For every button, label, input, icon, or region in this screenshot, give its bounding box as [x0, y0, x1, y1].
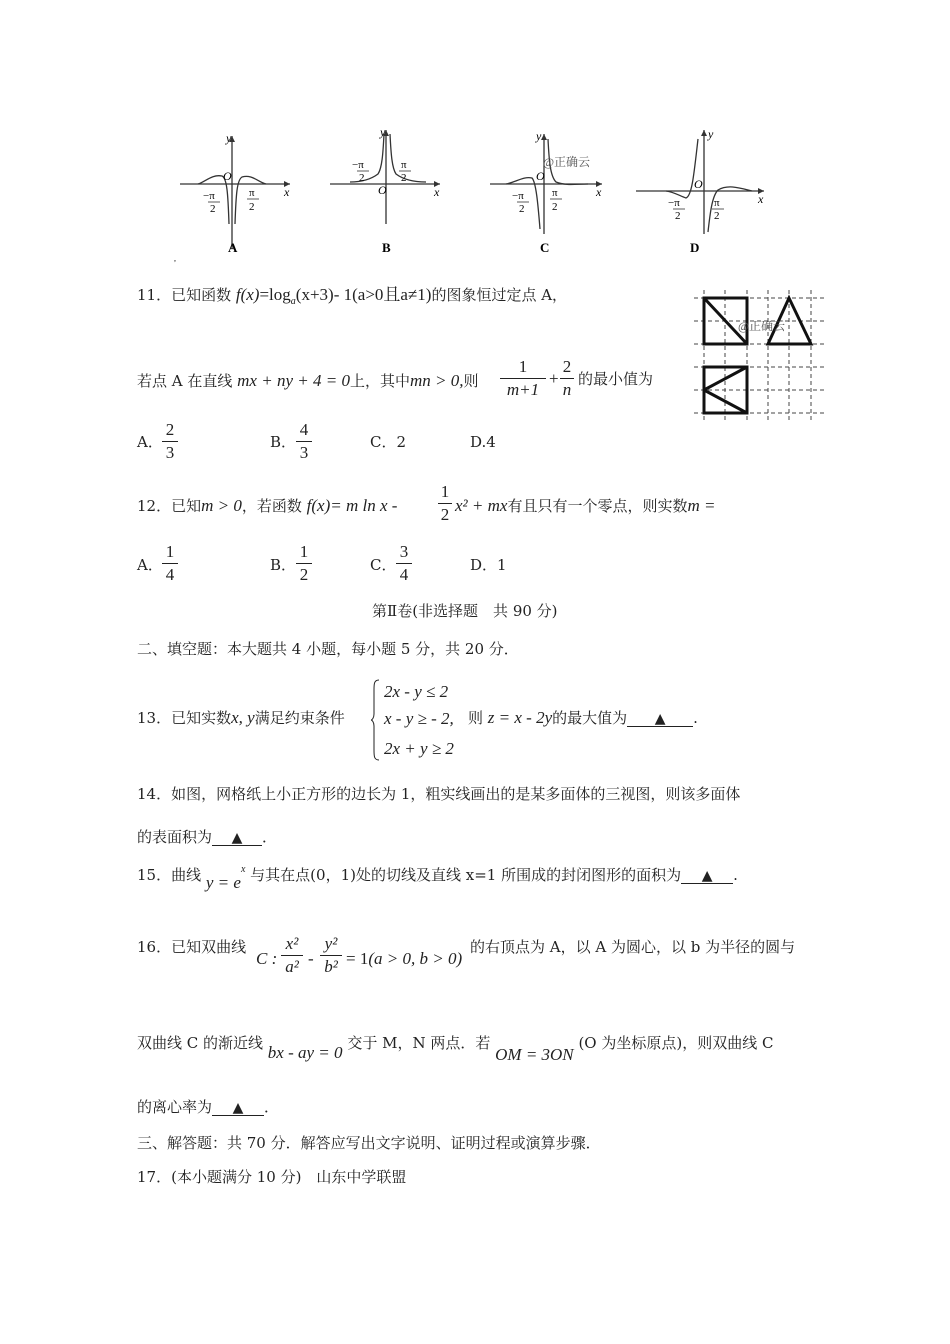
q11-frac2: 2 n [560, 357, 574, 400]
q11-option-d: D.4 [470, 433, 496, 451]
origin-label-d: O [694, 177, 703, 191]
q14-line2: 的表面积为 ▲ ． [137, 828, 278, 846]
q11-option-c: C．2 [370, 433, 407, 451]
q12-half: 1 2 [438, 482, 452, 525]
graph-b [330, 125, 440, 255]
x-axis-label-b: x [434, 185, 440, 199]
q14-line1: 14．如图，网格纸上小正方形的边长为 1，粗实线画出的是某多面体的三视图，则该多面体 [137, 785, 741, 803]
graph-d [636, 127, 764, 255]
solve-heading: 三、解答题：共 70 分．解答应写出文字说明、证明过程或演算步骤． [137, 1134, 601, 1152]
q11-line1: 11．已知函数 $f(x)=\log_a(x+3)-$ 1(a>0且a≠1)的图象恒过定点 A， [137, 285, 568, 307]
q13-blank: ▲ [627, 712, 693, 727]
q12-option-a: A． [137, 556, 163, 574]
q13-pre: 13．已知实数x, y满足约束条件 [137, 708, 345, 727]
graph-a [174, 131, 290, 263]
q16-blank: ▲ [212, 1101, 264, 1116]
tick-pi-b: π [401, 159, 407, 171]
y-axis-label-d: y [708, 127, 714, 141]
tick-neg-pi-c: −π [512, 190, 524, 202]
q12-option-d: D．1 [470, 556, 507, 574]
q16-frac-x: x² a² [281, 934, 303, 977]
section2-title: 第Ⅱ卷(非选择题 共 90 分) [372, 602, 558, 620]
y-axis-label-c: y [536, 129, 542, 143]
graph-label-c: C [540, 240, 550, 255]
watermark-figure: @正确云 [738, 319, 786, 333]
y-axis-label-a: y [226, 131, 232, 145]
q16-line3: 的离心率为 ▲ ． [137, 1098, 280, 1116]
function-graphs [170, 124, 790, 264]
q13-c2: x - y ≥ - 2, [384, 709, 454, 728]
svg-text:2: 2 [714, 210, 720, 222]
q11-option-a: A． [137, 433, 163, 451]
svg-text:2: 2 [675, 210, 681, 222]
q13-c1: 2x - y ≤ 2 [384, 682, 449, 701]
graph-label-d: D [690, 240, 700, 255]
tick-pi-d: π [714, 197, 720, 209]
graph-c [490, 129, 602, 255]
q13-brace [370, 678, 380, 762]
q11-f: f(x) [235, 285, 260, 304]
y-axis-label-b: y [380, 125, 386, 139]
q17-heading: 17．(本小题满分 10 分) 山东中学联盟 [137, 1168, 407, 1186]
svg-text:2: 2 [401, 172, 407, 184]
svg-text:2: 2 [519, 203, 525, 215]
q15-blank: ▲ [681, 869, 733, 884]
q12-option-b: B． [270, 556, 297, 574]
tick-neg-pi-a: −π [203, 190, 215, 202]
q13-tail: 则 z = x - 2y的最大值为 ▲ . [468, 708, 698, 727]
q11-frac1: 1 m+1 [500, 357, 546, 400]
tick-neg-pi-d: −π [668, 197, 680, 209]
svg-text:2: 2 [210, 203, 216, 215]
fill-heading: 二、填空题：本大题共 4 小题，每小题 5 分，共 20 分． [137, 640, 519, 658]
origin-label-c: O [536, 169, 545, 183]
x-axis-label-a: x [284, 185, 290, 199]
svg-text:2: 2 [552, 201, 558, 213]
origin-label-a: O [223, 169, 232, 183]
x-axis-label-c: x [596, 185, 602, 199]
q13-c3: 2x + y ≥ 2 [384, 739, 454, 758]
svg-text:,: , [174, 254, 176, 263]
x-axis-label-d: x [758, 192, 764, 206]
q12-option-c: C． [370, 556, 397, 574]
q16-line2: 双曲线 C 的渐近线 bx - ay = 0 交于 M，N 两点．若 OM = 3ON (O 为坐标原点)，则双曲线 C [137, 1034, 774, 1064]
watermark-graph: @正确云 [543, 155, 591, 169]
svg-text:2: 2 [359, 172, 365, 184]
q11-line2: 若点 A 在直线 mx + ny + 4 = 0上，其中mn > 0,则 [137, 371, 479, 390]
tick-pi-a: π [249, 187, 255, 199]
svg-text:2: 2 [249, 201, 255, 213]
graph-label-b: B [382, 240, 391, 255]
q12-line: 12．已知m > 0，若函数 f(x)= m ln x - [137, 496, 398, 515]
q16-frac-y: y² b² [320, 934, 342, 977]
origin-label-b: O [378, 183, 387, 197]
q14-blank: ▲ [212, 831, 262, 846]
three-view-figure [690, 288, 828, 424]
graph-label-a: A [228, 240, 238, 255]
tick-pi-c: π [552, 187, 558, 199]
q11-option-b: B． [270, 433, 297, 451]
q16-pre: 16．已知双曲线 [137, 938, 247, 956]
q15-line: 15．曲线 $y = e^x$ 与其在点(0，1)处的切线及直线 x=1 所围成的封闭图形的面积为 ▲ . [137, 864, 738, 892]
tick-neg-pi-b: −π [352, 159, 364, 171]
